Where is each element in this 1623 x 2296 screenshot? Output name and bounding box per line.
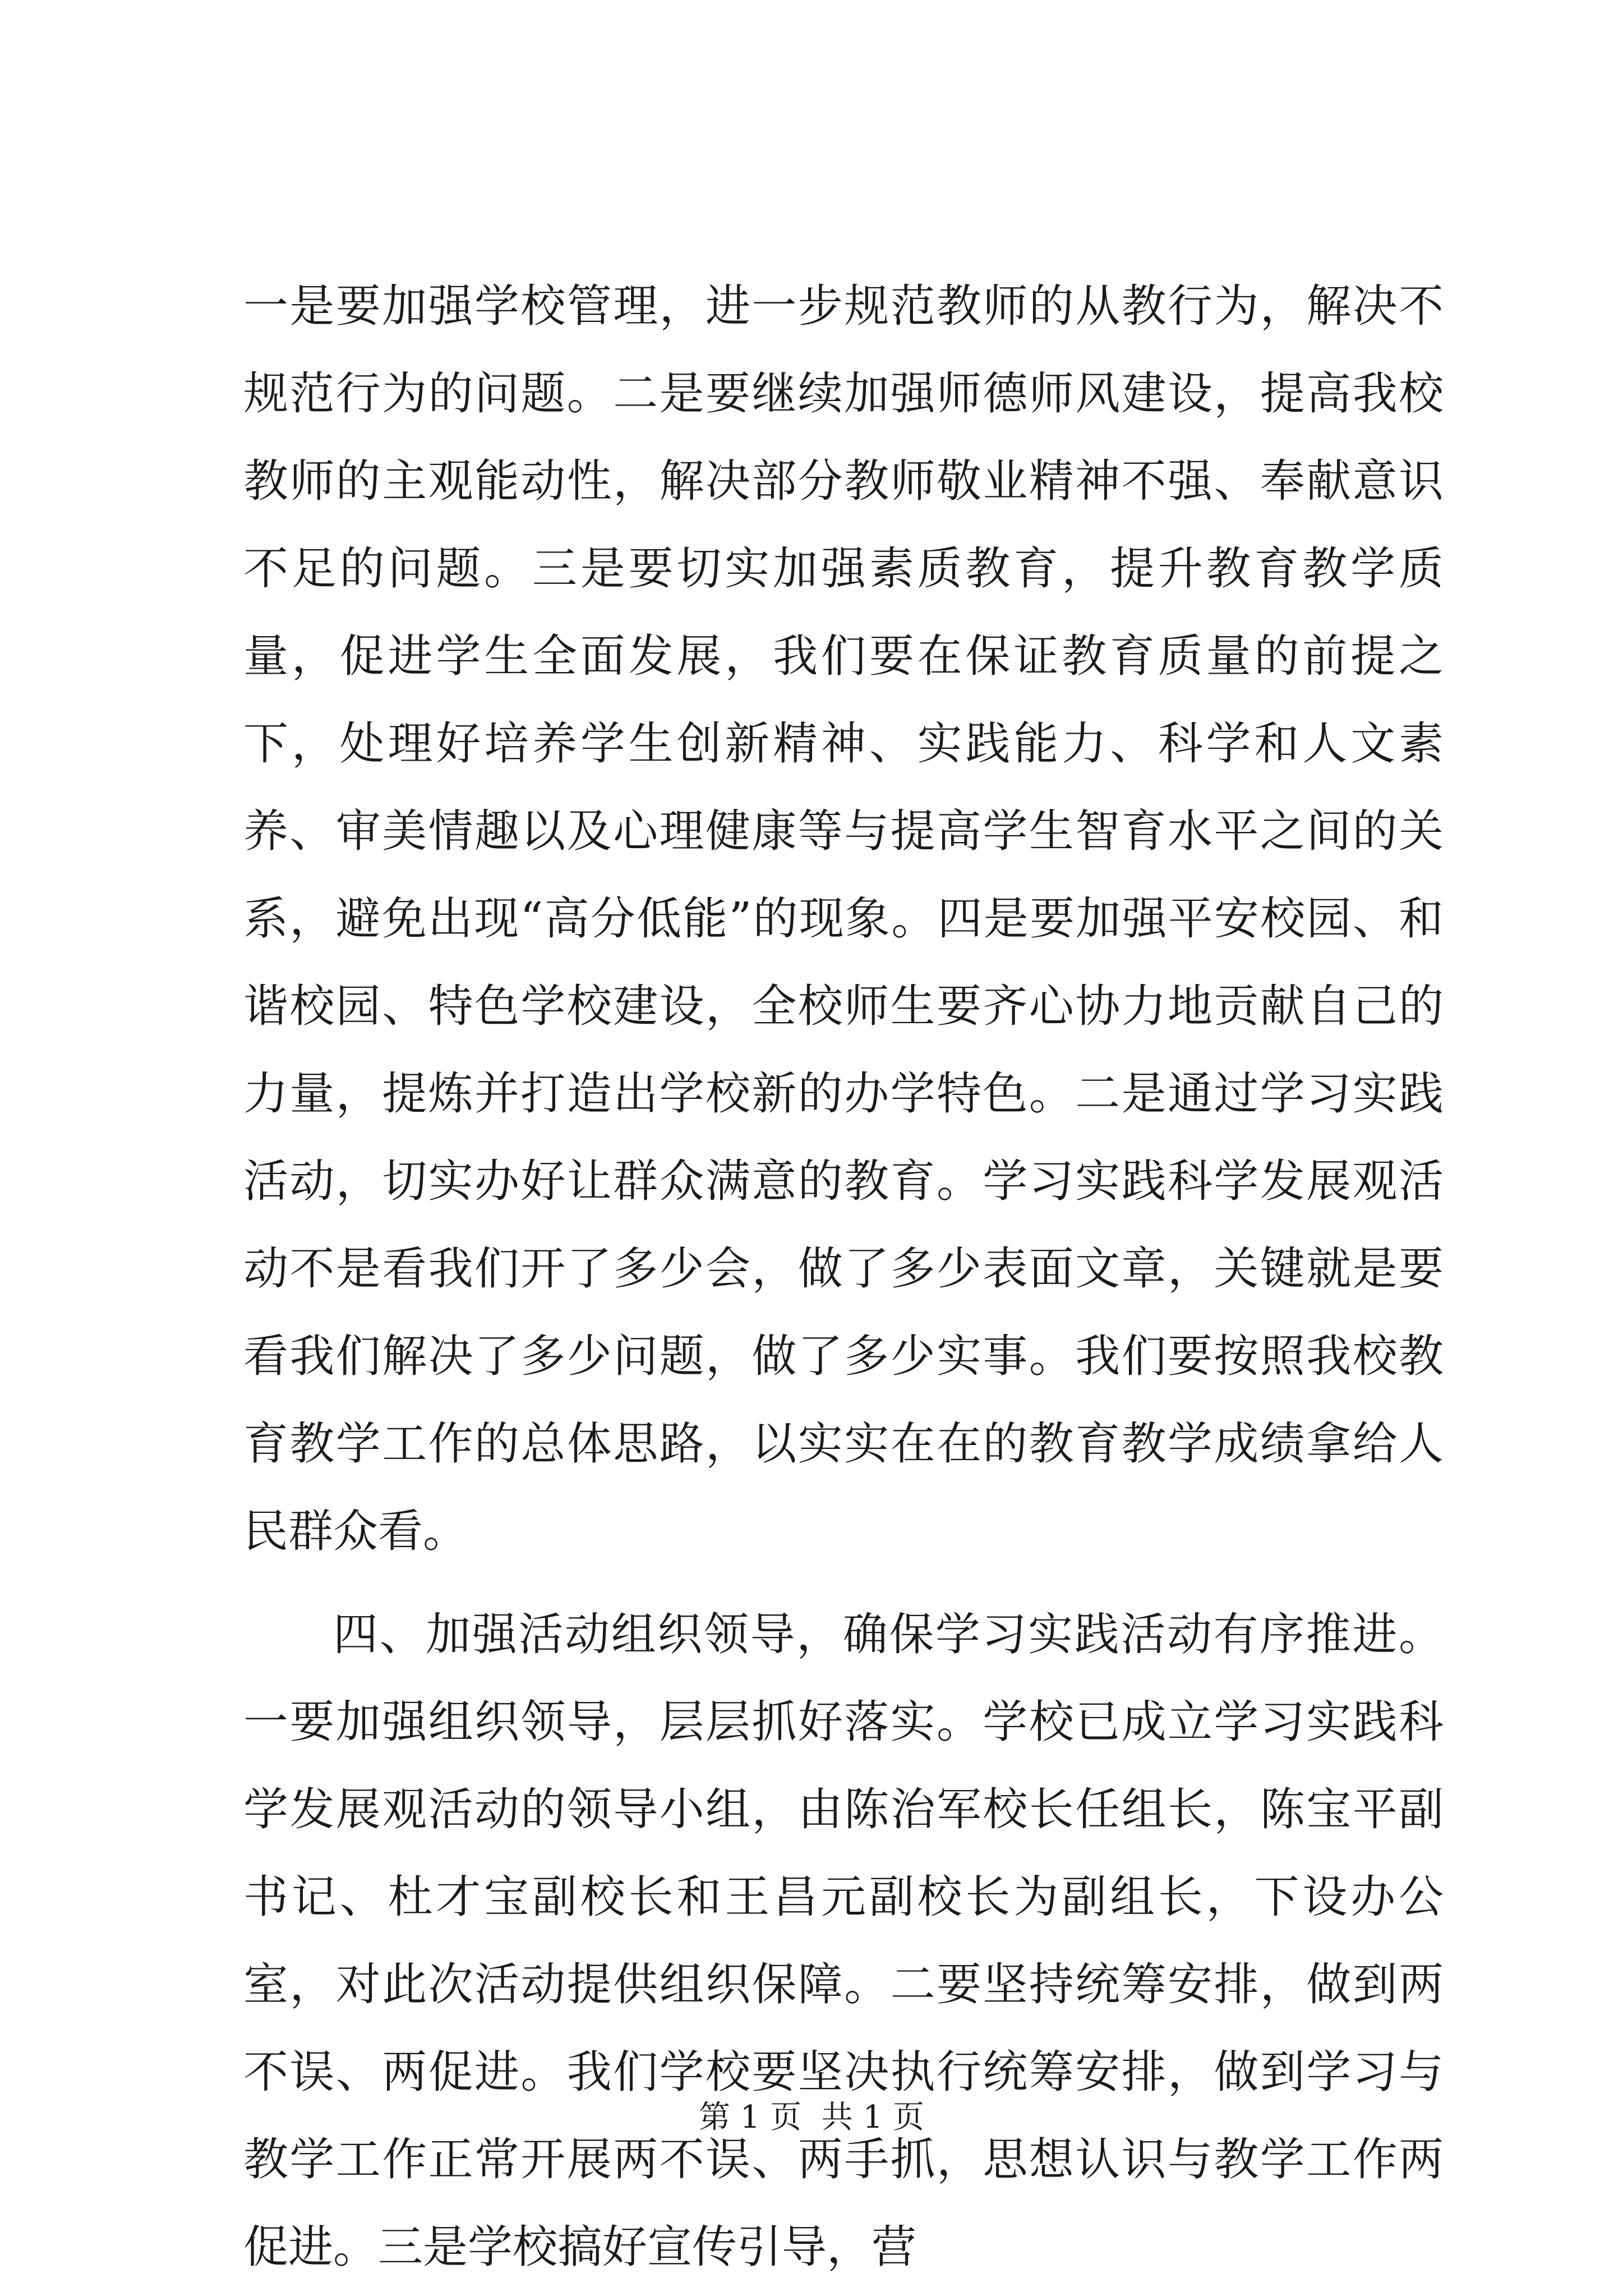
paragraph-1: 一是要加强学校管理，进一步规范教师的从教行为，解决不规范行为的问题。二是要继续加强师德师风建设，提高我校教师的主观能动性，解决部分教师敬业精神不强、奉献意识不足的问题。三是要切实加强素质教育，提升教育教学质量，促进学生全面发展，我们要在保证教育质量的前提之下，处理好培养学生创新精神、实践能力、科学和人文素养、审美情趣以及心理健康等与提高学生智育水平之间的关系，避免出现“高分低能”的现象。四是要加强平安校园、和谐校园、特色学校建设，全校师生要齐心协力地贡献自己的力量，提炼并打造出学校新的办学特色。二是通过学习实践活动，切实办好让群众满意的教育。学习实践科学发展观活动不是看我们开了多少会，做了多少表面文章，关键就是要看我们解决了多少问题，做了多少实事。我们要按照我校教育教学工作的总体思路，以实实在在的教育教学成绩拿给人民群众看。: [243, 280, 1444, 1557]
page-footer: 第 1 页 共 1 页: [698, 2099, 925, 2136]
paragraph-2: 四、加强活动组织领导，确保学习实践活动有序推进。一要加强组织领导，层层抓好落实。学校已成立学习实践科学发展观活动的领导小组，由陈治军校长任组长，陈宝平副书记、杜才宝副校长和王昌元副校长为副组长，下设办公室，对此次活动提供组织保障。二要坚持统筹安排，做到两不误、两促进。我们学校要坚决执行统筹安排，做到学习与教学工作正常开展两不误、两手抓，思想认识与教学工作两促进。三是学校搞好宣传引导，营: [243, 1608, 1444, 2273]
document-body: [243, 263, 1444, 2291]
